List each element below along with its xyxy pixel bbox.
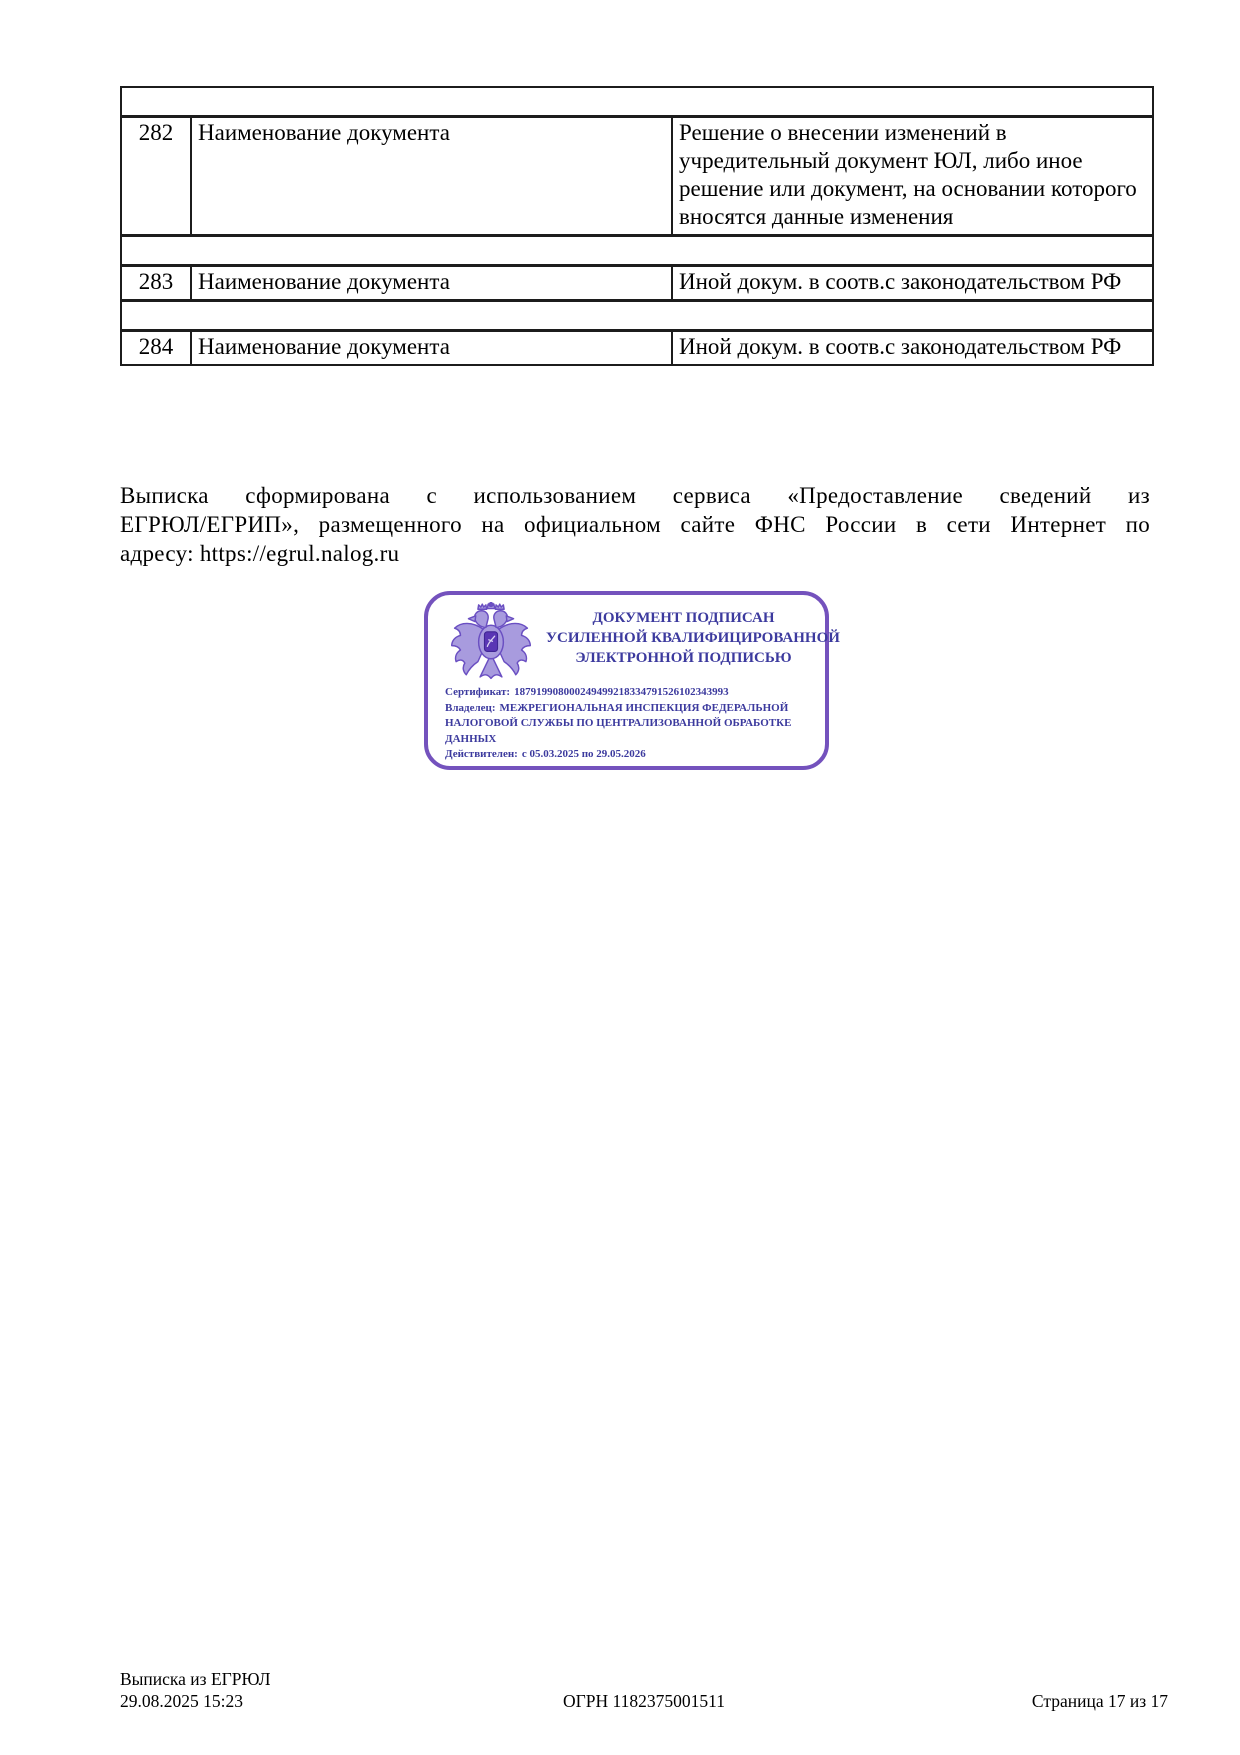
table-row <box>121 266 1153 301</box>
stamp-title-line: УСИЛЕННОЙ КВАЛИФИЦИРОВАННОЙ <box>546 630 840 646</box>
row-label: Наименование документа <box>191 117 672 236</box>
certificate-label: Сертификат: <box>445 686 511 698</box>
owner-line <box>445 701 817 748</box>
row-value: Решение о внесении изменений в учредительный документ ЮЛ, либо иное решение или документ, на основании которого вносятся данные изменения <box>672 117 1153 236</box>
document-table <box>120 86 1154 366</box>
certificate-value: 187919908000249499218334791526102343993 <box>514 686 729 698</box>
digital-signature-stamp <box>424 591 840 770</box>
certificate-line <box>445 685 817 701</box>
owner-value: МЕЖРЕГИОНАЛЬНАЯ ИНСПЕКЦИЯ ФЕДЕРАЛЬНОЙ НАЛОГОВОЙ СЛУЖБЫ ПО ЦЕНТРАЛИЗОВАННОЙ ОБРАБОТКЕ ДАННЫХ <box>445 701 792 745</box>
table-spacer-row <box>121 301 1153 331</box>
stamp-details <box>445 685 817 763</box>
table-row <box>121 331 1153 366</box>
table-row <box>121 117 1153 236</box>
row-number: 283 <box>121 266 191 301</box>
row-number: 284 <box>121 331 191 366</box>
spacer-cell <box>121 301 1153 331</box>
service-note-line: адресу: https://egrul.nalog.ru <box>120 541 400 566</box>
table-spacer-row <box>121 236 1153 266</box>
coat-of-arms-eagle-icon <box>442 602 540 682</box>
row-number: 282 <box>121 117 191 236</box>
row-label: Наименование документа <box>191 331 672 366</box>
validity-value: с 05.03.2025 по 29.05.2026 <box>521 748 646 760</box>
stamp-title-line: ЭЛЕКТРОННОЙ ПОДПИСЬЮ <box>575 650 792 666</box>
spacer-cell <box>121 87 1153 117</box>
row-value: Иной докум. в соотв.с законодательством РФ <box>672 331 1153 366</box>
footer-doc-type: Выписка из ЕГРЮЛ <box>120 1669 271 1689</box>
page-footer <box>120 1668 1168 1712</box>
service-note <box>120 481 1150 568</box>
table-spacer-row <box>121 87 1153 117</box>
footer-second-line <box>120 1690 1168 1712</box>
validity-label: Действителен: <box>445 748 518 760</box>
service-note-line: ЕГРЮЛ/ЕГРИП», размещенного на официальном сайте ФНС России в сети Интернет по <box>120 512 1150 537</box>
footer-ogrn: ОГРН 1182375001511 <box>563 1691 725 1711</box>
document-table-wrap <box>120 86 1154 366</box>
row-value: Иной докум. в соотв.с законодательством РФ <box>672 266 1153 301</box>
stamp-title <box>546 608 840 668</box>
footer-datetime: 29.08.2025 15:23 <box>120 1691 243 1711</box>
owner-label: Владелец: <box>445 701 496 714</box>
stamp-title-line: ДОКУМЕНТ ПОДПИСАН <box>592 610 775 626</box>
service-note-line: Выписка сформирована с использованием сервиса «Предоставление сведений из <box>120 483 1150 508</box>
validity-line <box>445 747 817 763</box>
footer-page-info: Страница 17 из 17 <box>1031 1691 1168 1711</box>
row-label: Наименование документа <box>191 266 672 301</box>
spacer-cell <box>121 236 1153 266</box>
